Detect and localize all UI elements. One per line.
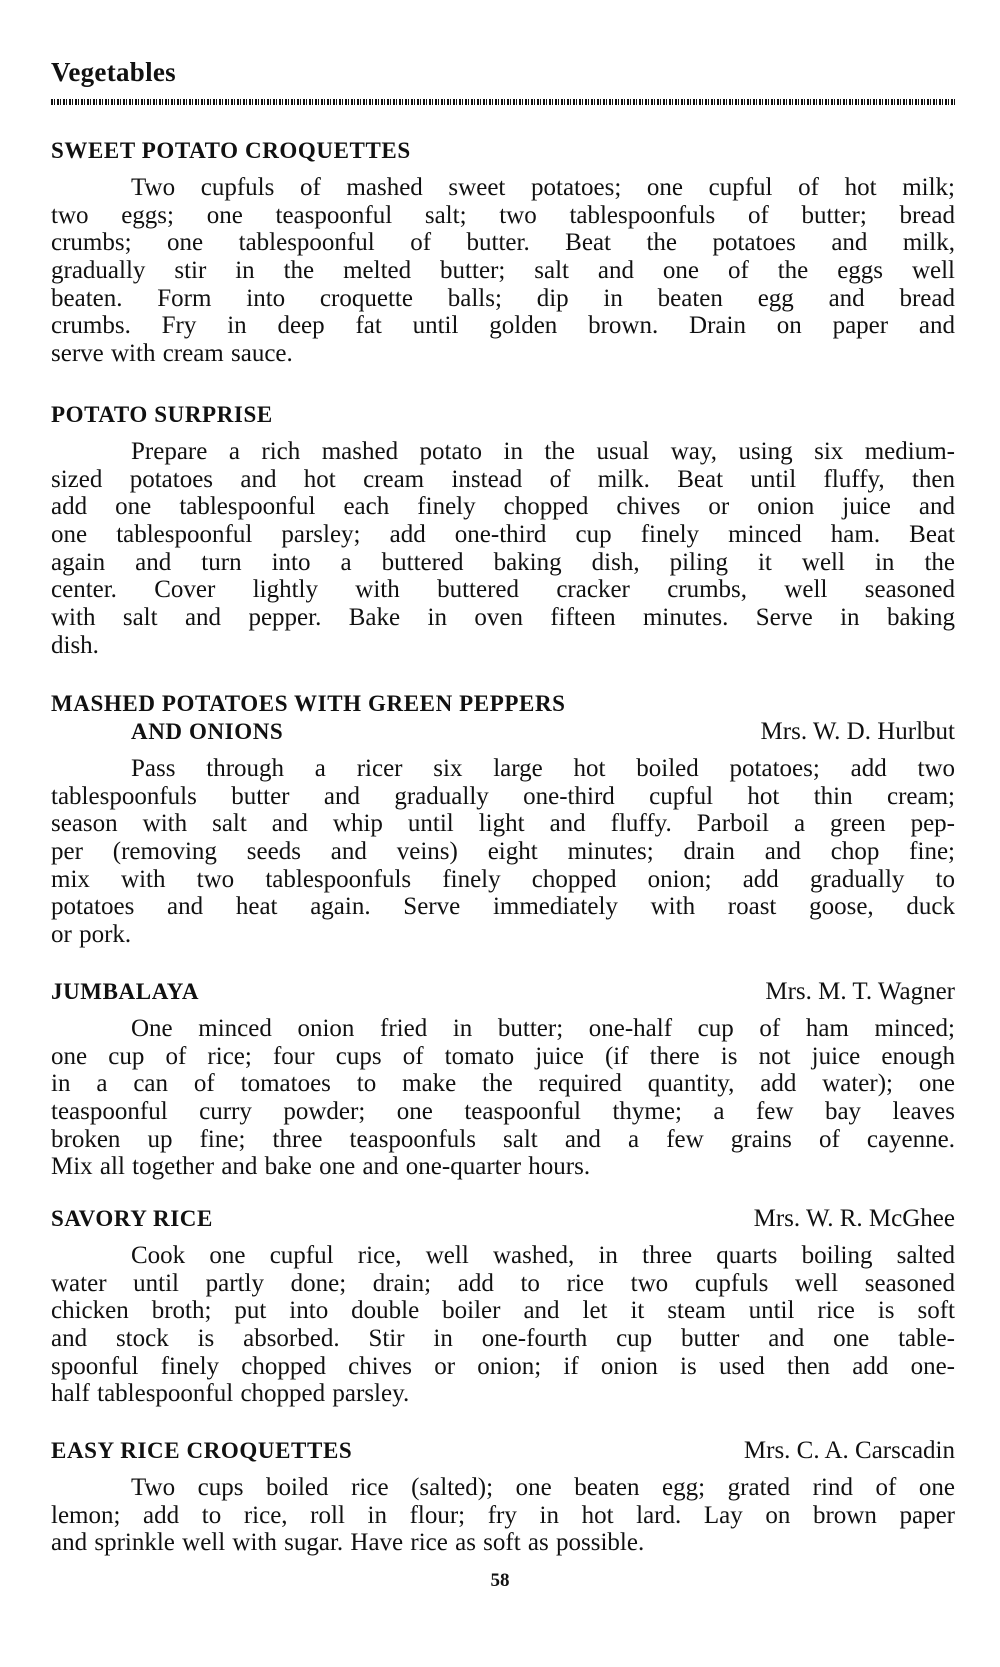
recipe-text-line: spoonful finely chopped chives or onion; if onion is used then add one-: [51, 1352, 955, 1380]
recipe-text-line: one tablespoonful parsley; add one-third cup finely minced ham. Beat: [51, 521, 955, 549]
recipe-text-line: Prepare a rich mashed potato in the usual way, using six medium-: [131, 438, 955, 465]
recipe-text-line: serve with cream sauce.: [51, 340, 293, 368]
recipe-text-line: beaten. Form into croquette balls; dip in beaten egg and bread: [51, 284, 955, 312]
recipe-mashed-potatoes: [51, 690, 955, 949]
recipe-text-line: or pork.: [51, 921, 132, 949]
recipe-text-line: sized potatoes and hot cream instead of milk. Beat until fluffy, then: [51, 465, 955, 493]
recipe-title: JUMBALAYA: [51, 979, 200, 1004]
recipe-text-line: dish.: [51, 631, 99, 659]
recipe-text-line: mix with two tablespoonfuls finely chopped onion; add gradually to: [51, 865, 955, 893]
recipe-text-line: Two cups boiled rice (salted); one beaten egg; grated rind of one: [131, 1474, 955, 1501]
recipe-title-line2: AND ONIONS: [131, 719, 284, 744]
recipe-body: [51, 755, 955, 949]
recipe-body: [51, 1015, 955, 1181]
recipe-text-line: lemon; add to rice, roll in flour; fry in hot lard. Lay on brown paper: [51, 1501, 955, 1529]
recipe-text-line: in a can of tomatoes to make the required quantity, add water); one: [51, 1070, 955, 1098]
recipe-text-line: and stock is absorbed. Stir in one-fourth cup butter and one table-: [51, 1325, 955, 1353]
recipe-title: EASY RICE CROQUETTES: [51, 1438, 353, 1463]
recipe-title: SWEET POTATO CROQUETTES: [51, 138, 411, 163]
recipe-potato-surprise: [51, 401, 955, 660]
recipe-body: [51, 174, 955, 368]
recipe-text-line: water until partly done; drain; add to rice two cupfuls well seasoned: [51, 1269, 955, 1297]
recipe-easy-rice-croquettes: [51, 1437, 955, 1557]
recipe-jumbalaya: [51, 978, 955, 1181]
recipe-text-line: two eggs; one teaspoonful salt; two tablespoonfuls of butter; bread: [51, 201, 955, 229]
page-number: 58: [490, 1570, 510, 1591]
recipe-title: POTATO SURPRISE: [51, 402, 273, 427]
recipe-text-line: with salt and pepper. Bake in oven fifteen minutes. Serve in baking: [51, 604, 955, 632]
recipe-text-line: and sprinkle well with sugar. Have rice as soft as possible.: [51, 1529, 645, 1557]
recipe-text-line: Pass through a ricer six large hot boiled potatoes; add two: [131, 755, 955, 782]
recipe-author: Mrs. W. R. McGhee: [753, 1205, 955, 1232]
recipe-text-line: half tablespoonful chopped parsley.: [51, 1380, 410, 1408]
recipe-header-line2: [51, 718, 955, 746]
recipe-sweet-potato-croquettes: [51, 137, 955, 368]
recipe-header: [51, 1205, 955, 1233]
recipe-text-line: gradually stir in the melted butter; salt and one of the eggs well: [51, 257, 955, 285]
recipe-title: MASHED POTATOES WITH GREEN PEPPERS: [51, 691, 566, 716]
recipe-text-line: One minced onion fried in butter; one-half cup of ham minced;: [131, 1015, 955, 1042]
recipe-header: [51, 401, 955, 429]
recipe-header: [51, 1437, 955, 1465]
recipe-text-line: crumbs; one tablespoonful of butter. Beat the potatoes and milk,: [51, 229, 955, 257]
recipe-text-line: season with salt and whip until light and fluffy. Parboil a green pep-: [51, 810, 955, 838]
recipe-savory-rice: [51, 1205, 955, 1408]
recipe-author: Mrs. C. A. Carscadin: [743, 1437, 955, 1464]
recipe-body: [51, 1242, 955, 1408]
recipe-text-line: potatoes and heat again. Serve immediately with roast goose, duck: [51, 893, 955, 921]
recipe-text-line: per (removing seeds and veins) eight minutes; drain and chop fine;: [51, 838, 955, 866]
recipe-text-line: tablespoonfuls butter and gradually one-third cupful hot thin cream;: [51, 782, 955, 810]
recipe-text-line: Cook one cupful rice, well washed, in three quarts boiling salted: [131, 1242, 955, 1269]
recipe-text-line: Mix all together and bake one and one-quarter hours.: [51, 1153, 591, 1181]
recipe-body: [51, 1474, 955, 1557]
recipe-text-line: crumbs. Fry in deep fat until golden brown. Drain on paper and: [51, 312, 955, 340]
section-title: Vegetables: [51, 57, 176, 87]
recipe-body: [51, 438, 955, 660]
recipe-text-line: broken up fine; three teaspoonfuls salt and a few grains of cayenne.: [51, 1125, 955, 1153]
recipe-text-line: one cup of rice; four cups of tomato juice (if there is not juice enough: [51, 1042, 955, 1070]
recipe-text-line: teaspoonful curry powder; one teaspoonful thyme; a few bay leaves: [51, 1098, 955, 1126]
recipe-header: [51, 137, 955, 165]
recipe-title: SAVORY RICE: [51, 1206, 213, 1231]
recipe-header: [51, 978, 955, 1006]
recipe-text-line: again and turn into a buttered baking dish, piling it well in the: [51, 548, 955, 576]
recipe-author: Mrs. W. D. Hurlbut: [760, 718, 955, 745]
recipe-text-line: add one tablespoonful each finely chopped chives or onion juice and: [51, 493, 955, 521]
recipe-header: [51, 690, 955, 718]
recipe-text-line: Two cupfuls of mashed sweet potatoes; one cupful of hot milk;: [131, 174, 955, 201]
recipe-author: Mrs. M. T. Wagner: [765, 978, 955, 1005]
decorative-rule: [51, 99, 955, 105]
recipe-text-line: chicken broth; put into double boiler and let it steam until rice is soft: [51, 1297, 955, 1325]
recipe-text-line: center. Cover lightly with buttered cracker crumbs, well seasoned: [51, 576, 955, 604]
